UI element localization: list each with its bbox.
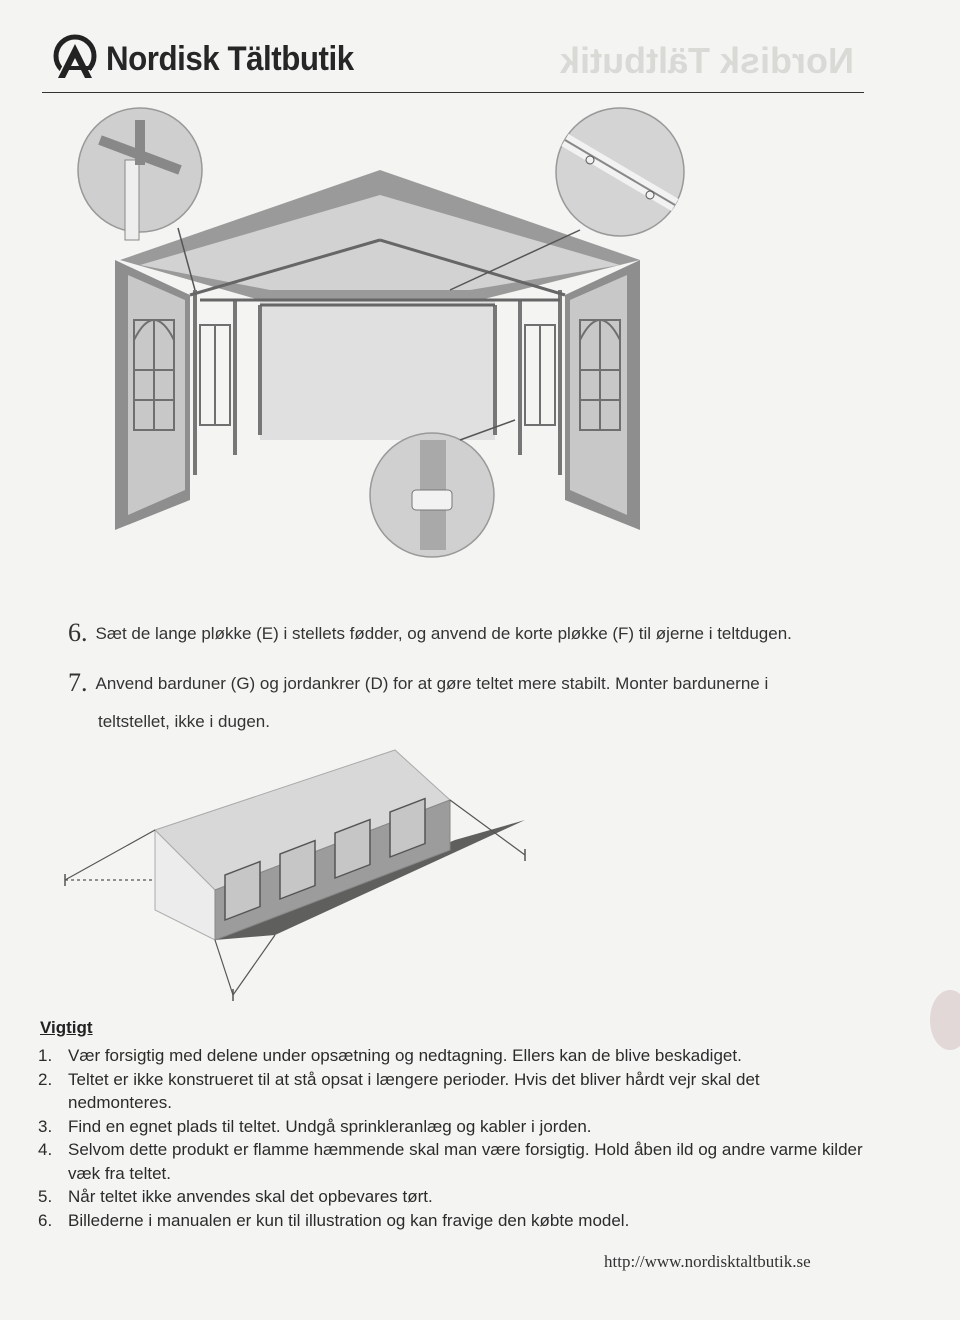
step-7-number: 7. — [68, 668, 88, 697]
list-item: 2. Teltet er ikke konstrueret til at stå opsat i længere perioder. Hvis det bliver hårdt vejr skal det nedmonteres. — [38, 1069, 760, 1112]
website-url: http://www.nordisktaltbutik.se — [604, 1252, 811, 1271]
assembled-tent-illustration — [55, 740, 555, 1010]
nordisk-tent-logo-icon — [52, 34, 98, 80]
list-item: 6. Billederne i manualen er kun til illustration og kan fravige den købte model. — [38, 1210, 630, 1230]
step-6-text: Sæt de lange pløkke (E) i stellets fødder, og anvend de korte pløkke (F) til øjerne i teltdugen. — [95, 624, 792, 643]
tent-frame-illustration — [60, 100, 760, 580]
step-7-text: Anvend barduner (G) og jordankrer (D) for at gøre teltet mere stabilt. Monter bardunerne i — [95, 674, 769, 693]
step-7-text-continued: teltstellet, ikke i dugen. — [98, 712, 270, 731]
important-notes-list — [38, 1044, 868, 1232]
page-header — [42, 28, 864, 93]
list-item: 3. Find en egnet plads til teltet. Undgå sprinkleranlæg og kabler i jorden. — [38, 1116, 592, 1136]
paper-stain — [930, 990, 960, 1050]
list-item: 1. Vær forsigtig med delene under opsætning og nedtagning. Ellers kan de blive beskadiget. — [38, 1046, 742, 1065]
pole-clip-detail — [370, 420, 515, 557]
step-6-number: 6. — [68, 618, 88, 647]
list-item: 4. Selvom dette produkt er flamme hæmmende skal man være forsigtig. Hold åben ild og andre varme kilder væk fra teltet. — [38, 1140, 863, 1183]
bleed-through-text: Nordisk Tältbutik — [560, 40, 855, 81]
step-6 — [68, 618, 792, 648]
important-heading: Vigtigt — [40, 1018, 93, 1037]
brand-name: Nordisk Tältbutik — [106, 40, 354, 78]
list-item: 5. Når teltet ikke anvendes skal det opbevares tørt. — [38, 1187, 433, 1206]
step-7 — [68, 668, 768, 732]
